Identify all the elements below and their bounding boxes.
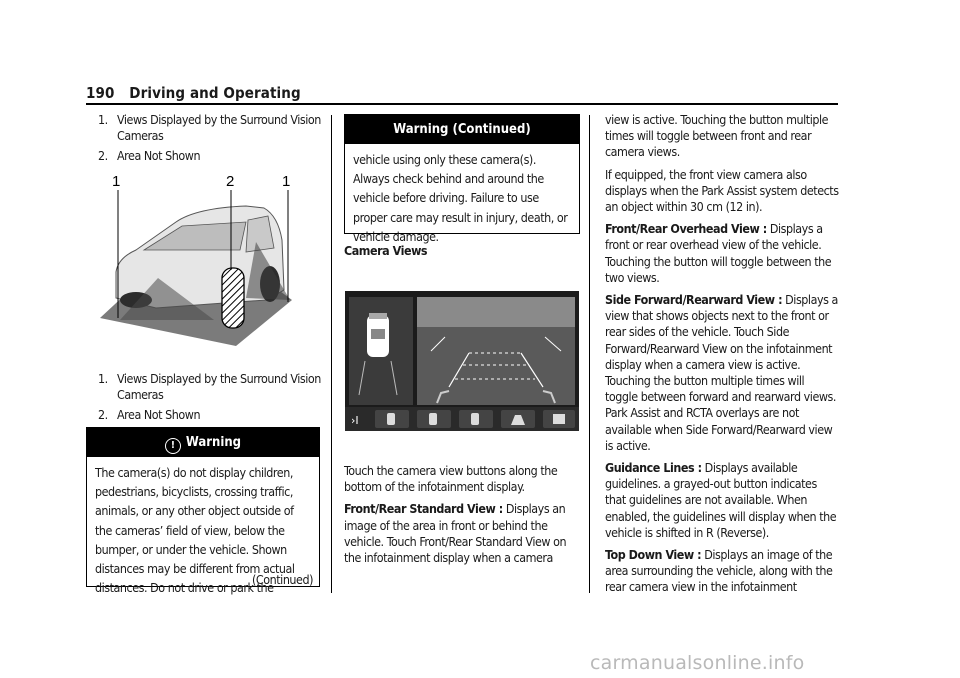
warning-continued-body: vehicle using only these camera(s). Always check behind and around the vehicle before driving. Failure to use proper care may result in injury, death, or vehicle damage. bbox=[353, 152, 568, 244]
figure-legend-bottom bbox=[86, 371, 322, 424]
list-item: 1. Views Displayed by the Surround Vision Cameras bbox=[98, 371, 321, 403]
paragraph: Side Forward/Rearward View : Displays a view that shows objects next to the front or rear sides of the vehicle. Touch Side Forward/Rearward View on the infotainment display when a camera view is active. Touching the button multiple times will toggle between forward and rearward views. Park Assist and RCTA overlays are not available when Side Forward/Rearward view is active. bbox=[605, 292, 838, 453]
camera-views-heading-wrap bbox=[344, 243, 580, 265]
column-divider-1 bbox=[331, 115, 332, 593]
figure-legend-top bbox=[86, 112, 322, 165]
header-rule bbox=[86, 103, 838, 105]
section-title: Driving and Operating bbox=[129, 84, 301, 102]
callout-1-right: 1 bbox=[282, 173, 291, 190]
warning-header bbox=[87, 428, 319, 457]
camera-views-heading: Camera Views bbox=[344, 243, 428, 258]
paragraph: Guidance Lines : Displays available guidelines. a grayed-out button indicates that guidelines are not available. When enabled, the guidelines will display when the vehicle is shifted in R (Reverse). bbox=[605, 460, 837, 540]
paragraph: Touch the camera view buttons along the bottom of the infotainment display. bbox=[344, 463, 558, 495]
callout-1-left: 1 bbox=[112, 173, 121, 190]
camera-display-figure bbox=[345, 291, 579, 431]
callout-2: 2 bbox=[226, 173, 235, 190]
watermark: carmanualsonline.info bbox=[590, 652, 805, 674]
paragraph: view is active. Touching the button multiple times will toggle between front and rear camera views. bbox=[605, 112, 829, 160]
column-1-lower bbox=[86, 371, 322, 428]
column-divider-2 bbox=[589, 115, 590, 593]
column-2-text bbox=[344, 463, 582, 572]
warning-title: Warning bbox=[185, 435, 242, 450]
continued-label: (Continued) bbox=[252, 572, 313, 587]
warning-continued-box bbox=[344, 114, 580, 244]
list-item: 2. Area Not Shown bbox=[98, 148, 201, 164]
list-item: 2. Area Not Shown bbox=[98, 407, 201, 423]
surround-vision-figure bbox=[96, 170, 306, 348]
paragraph: Top Down View : Displays an image of the area surrounding the vehicle, along with the rear camera view in the infotainment bbox=[605, 547, 833, 595]
page-number: 190 bbox=[86, 84, 115, 102]
column-1 bbox=[86, 112, 322, 169]
paragraph: Front/Rear Standard View : Displays an image of the area in front or behind the vehicle. Touch Front/Rear Standard View on the infotainment display when a camera bbox=[344, 501, 567, 566]
warning-continued-header: Warning (Continued) bbox=[345, 115, 579, 144]
warning-box bbox=[86, 427, 320, 596]
column-3 bbox=[605, 112, 839, 602]
page-header bbox=[86, 84, 301, 102]
warning-icon: ! bbox=[165, 438, 181, 454]
svg-text:›I: ›I bbox=[351, 414, 359, 427]
list-item: 1. Views Displayed by the Surround Vision Cameras bbox=[98, 112, 321, 144]
warning-body: The camera(s) do not display children, pedestrians, bicyclists, crossing traffic, animals, or any other object outside of the cameras’ field of view, below the bumper, or under the vehicle. Shown distances may be different from actual distances. Do not drive or park the bbox=[95, 465, 295, 596]
paragraph: If equipped, the front view camera also displays when the Park Assist system detects an object within 30 cm (12 in). bbox=[605, 166, 839, 215]
paragraph: Front/Rear Overhead View : Displays a front or rear overhead view of the vehicle. Touching the button will toggle between the two views. bbox=[605, 221, 832, 285]
